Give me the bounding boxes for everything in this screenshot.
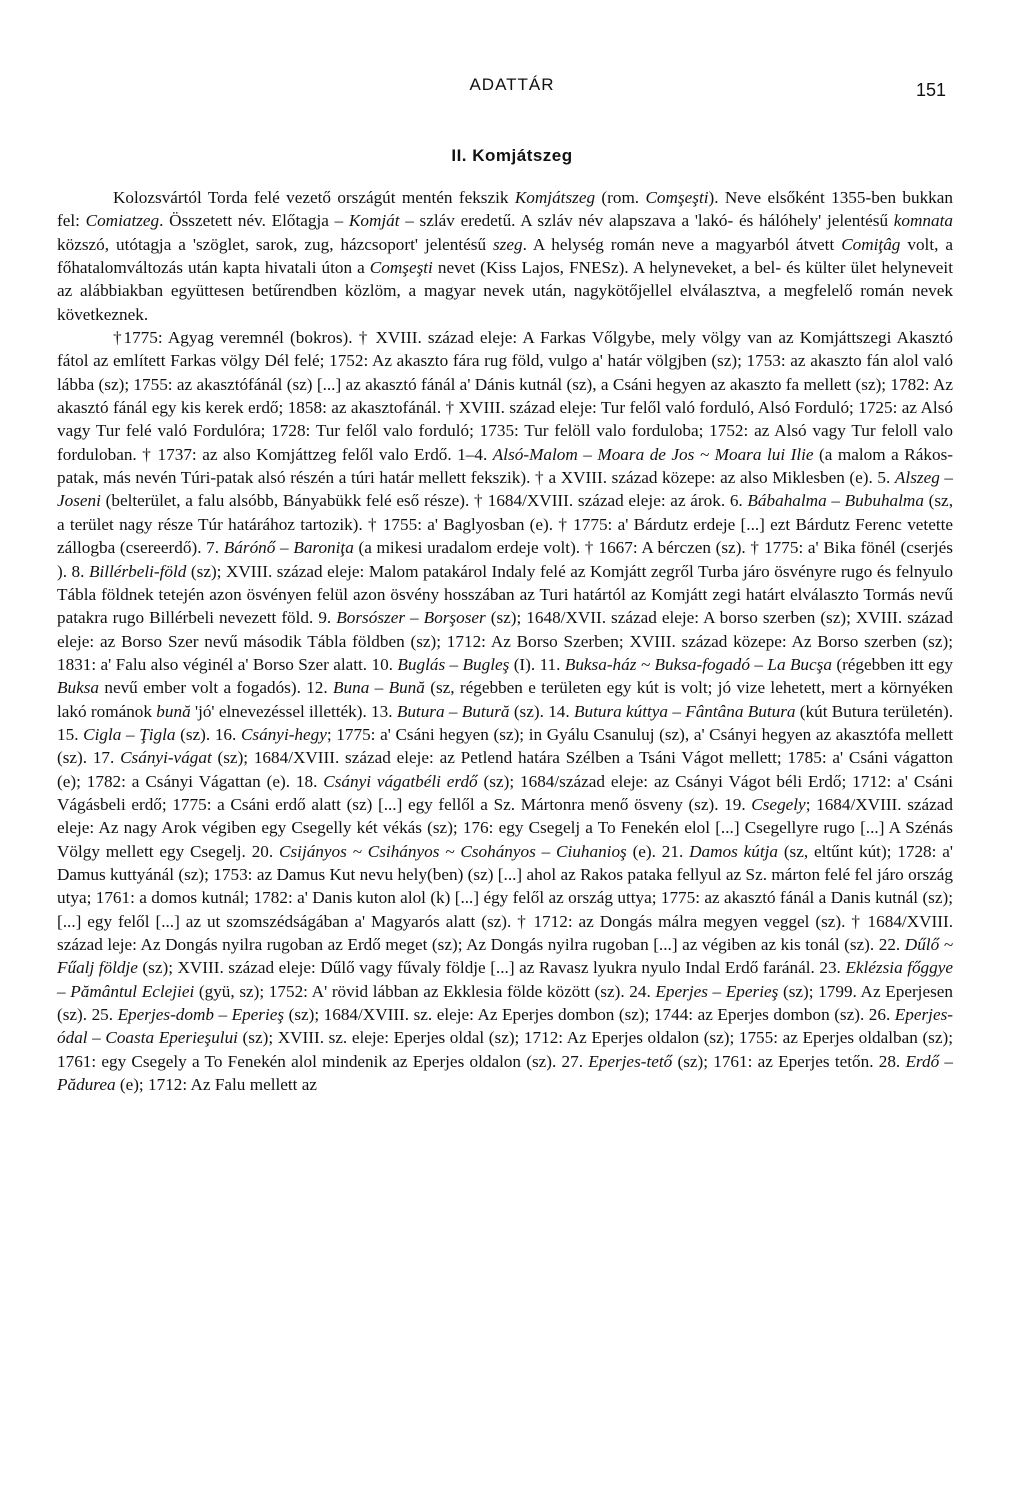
running-title: ADATTÁR — [469, 75, 555, 94]
body-text — [57, 186, 953, 1096]
section-title: II. Komjátszeg — [451, 146, 573, 165]
page-number: 151 — [915, 80, 946, 100]
paragraph-entries: †1775: Agyag veremnél (bokros). † XVIII. század eleje: A Farkas Vőlgybe, mely völgy van az Komjáttszegi Akasztó fátol az említett Farkas völgy Dél felé; 1752: Az akaszto fára rug föld, vulgo a' határ völgjben (sz); 1753: az akaszto fán alol való lábba (sz); 1755: az akasztófánál (sz) [...] az akasztó fánál a' Dánis kutnál (sz), a Csáni hegyen az akaszto fa mellett (sz); 1782: Az akasztó fánál egy kis kerek erdő; 1858: az akasztofánál. † XVIII. század eleje: Tur felől való forduló, Alsó Forduló; 1725: az Alsó vagy Tur felé való Fordulóra; 1728: Tur felől valo forduló; 1735: Tur felöll valo forduloba; 1752: az Alsó vagy Tur feloll valo forduloban. † 1737: az also Komjáttzeg felől valo Erdő. 1–4. Alsó-Malom – Moara de Jos ~ Moara lui Ilie (a malom a Rákos-patak, más nevén Túri-patak alsó részén a túri határ mellett fekszik). † a XVIII. század közepe: az also Miklesben (e). 5. Alszeg – Joseni (belterület, a falu alsóbb, Bányabükk felé eső része). † 1684/XVIII. század eleje: az árok. 6. Bábahalma – Bubuhalma (sz, a terület nagy része Túr határához tartozik). † 1755: a' Baglyosban (e). † 1775: a' Bárdutz erdeje [...] ezt Bárdutz Ferenc vetette zállogba (csereerdő). 7. Bárónő – Baroniţa (a mikesi uradalom erdeje volt). † 1667: A bérczen (sz). † 1775: a' Bika fönél (cserjés ). 8. Billérbeli-föld (sz); XVIII. század eleje: Malom patakárol Indaly felé az Komjátt zegről Turba járo ösvényre rugo és felnyulo Tábla földnek tetején azon ösvényen felül azon ösvény hosszában az Turi határtól az Komjátt zegi határt elválaszto Tormás nevű patakra rugo Billérbeli nevezett föld. 9. Borsószer – Borşoser (sz); 1648/XVII. század eleje: A borso szerben (sz); XVIII. század eleje: az Borso Szer nevű második Tábla földben (sz); 1712: Az Borso Szerben; XVIII. század közepe: Az Borso szerben (sz); 1831: a' Falu also véginél a' Borso Szer alatt. 10. Buglás – Bugleş (I). 11. Buksa-ház ~ Buksa-fogadó – La Bucşa (régebben itt egy Buksa nevű ember volt a fogadós). 12. Buna – Bună (sz, régebben e területen egy kút is volt; jó vize lehetett, mert a környéken lakó románok bună 'jó' elnevezéssel illették). 13. Butura – Butură (sz). 14. Butura kúttya – Fântâna Butura (kút Butura területén). 15. Cigla – Ţigla (sz). 16. Csányi-hegy; 1775: a' Csáni hegyen (sz); in Gyálu Csanuluj (sz), a' Csányi hegyen az akasztófa mellett (sz). 17. Csányi-vágat (sz); 1684/XVIII. század eleje: az Petlend határa Szélben a Tsáni Vágot mellett; 1785: a' Csáni vágatton (e); 1782: a Csányi Vágattan (e). 18. Csányi vágatbéli erdő (sz); 1684/század eleje: az Csányi Vágot béli Erdő; 1712: a' Csáni Vágásbeli erdő; 1775: a Csáni erdő alatt (sz) [...] egy fellől a Sz. Mártonra menő ösveny (sz). 19. Csegely; 1684/XVIII. század eleje: Az nagy Arok végiben egy Csegelly két vékás (sz); 176: egy Csegelj a To Fenekén elol [...] Csegellyre rugo [...] A Szénás Völgy mellett egy Csegelj. 20. Csijányos ~ Csihányos ~ Csohányos – Ciuhanioş (e). 21. Damos kútja (sz, eltűnt kút); 1728: a' Damus kuttyánál (sz); 1753: az Damus Kut nevu hely(ben) (sz) [...] ahol az Rakos pataka fellyul az Sz. márton felé fel járo ország utya; 1761: a domos kutnál; 1782: a' Danis kuton alol (k) [...] égy felől az ország uttya; 1775: az akasztó fánál a Danis kutnál (sz); [...] egy felől [...] az ut szomszédságában a' Magyarós alatt (sz). † 1712: az Dongás málra megyen veggel (sz). † 1684/XVIII. század leje: Az Dongás nyilra rugoban az Erdő meget (sz); Az Dongás nyilra rugoban [...] az végiben az kis tonál (sz). 22. Dűlő ~ Fűalj földje (sz); XVIII. század eleje: Dűlő vagy fűvaly földje [...] az Ravasz lyukra nyulo Indal Erdő faránál. 23. Eklézsia főggye – Pământul Eclejiei (gyü, sz); 1752: A' rövid lábban az Ekklesia földe között (sz). 24. Eperjes – Eperieş (sz); 1799. Az Eperjesen (sz). 25. Eperjes-domb – Eperieş (sz); 1684/XVIII. sz. eleje: Az Eperjes dombon (sz); 1744: az Eperjes dombon (sz). 26. Eperjes-ódal – Coasta Eperieşului (sz); XVIII. sz. eleje: Eperjes oldal (sz); 1712: Az Eperjes oldalon (sz); 1755: az Eperjes oldalban (sz); 1761: egy Csegely a To Fenekén alol mindenik az Eperjes oldalon (sz). 27. Eperjes-tető (sz); 1761: az Eperjes tetőn. 28. Erdő – Pădurea (e); 1712: Az Falu mellett az — [57, 328, 954, 1095]
paragraph-intro: Kolozsvártól Torda felé vezető országút mentén fekszik Komjátszeg (rom. Comşeşti). Neve elsőként 1355-ben bukkan fel: Comiatzeg. Összetett név. Előtagja – Komját – szláv eredetű. A szláv név alapszava a 'lakó- és hálóhely' jelentésű komnata közszó, utótagja a 'szöglet, sarok, zug, házcsoport' jelentésű szeg. A helység román neve a magyarból átvett Comiţâg volt, a főhatalomváltozás után kapta hivatali úton a Comşeşti nevet (Kiss Lajos, FNESz). A helyneveket, a bel- és külter ület helyneveit az alábbiakban együttesen betűrendben közlöm, a magyar nevek után, nagykötőjellel elválasztva, a megfelelő román nevek következnek. — [57, 188, 953, 324]
